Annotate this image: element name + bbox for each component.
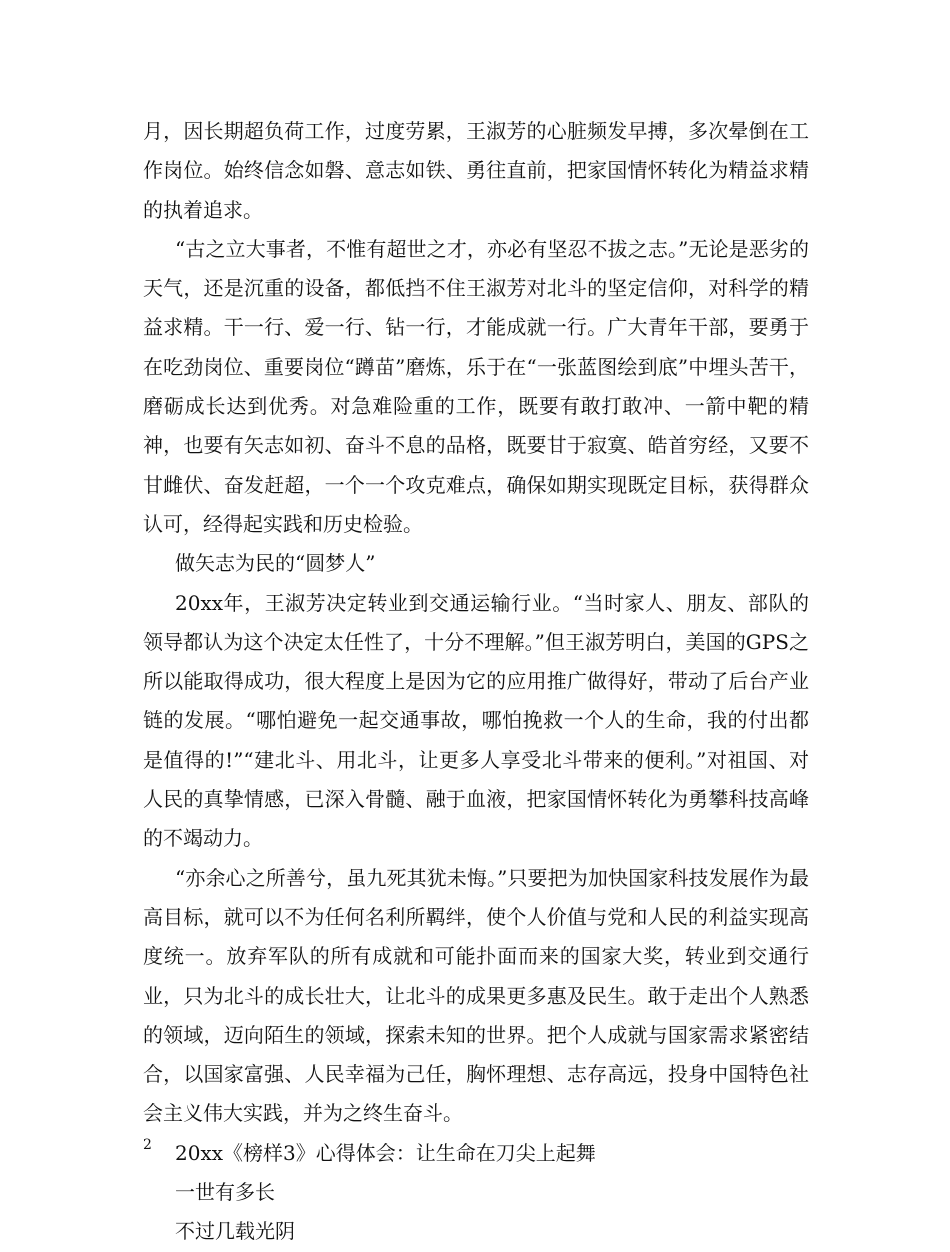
paragraph-continuation: 月，因长期超负荷工作，过度劳累，王淑芳的心脏频发早搏，多次晕倒在工作岗位。始终信念如磐、意志如铁、勇往直前，把家国情怀转化为精益求精的执着追求。 xyxy=(143,119,809,222)
section-heading-role-model: 20xx《榜样3》心得体会：让生命在刀尖上起舞 xyxy=(175,1140,596,1165)
poem-line-2: 不过几载光阴 xyxy=(175,1219,295,1244)
section-heading-dream-maker: 做矢志为民的“圆梦人” xyxy=(175,551,376,576)
poem-line-1: 一世有多长 xyxy=(175,1180,275,1205)
page-number: 2 xyxy=(143,1137,152,1153)
page-body xyxy=(143,112,809,1252)
paragraph-quote-ambition: “古之立大事者，不惟有超世之才，亦必有坚忍不拔之志。”无论是恶劣的天气，还是沉重的设备，都低挡不住王淑芳对北斗的坚定信仰，对科学的精益求精。干一行、爱一行、钻一行，才能成就一行。广大青年干部，要勇于在吃劲岗位、重要岗位“蹲苗”磨炼，乐于在“一张蓝图绘到底”中埋头苦干，磨砺成长达到优秀。对急难险重的工作，既要有敢打敢冲、一箭中靶的精神，也要有矢志如初、奋斗不息的品格，既要甘于寂寞、皓首穷经，又要不甘雌伏、奋发赶超，一个一个攻克难点，确保如期实现既定目标，获得群众认可，经得起实践和历史检验。 xyxy=(143,236,809,536)
paragraph-career-change: 20xx年，王淑芳决定转业到交通运输行业。“当时家人、朋友、部队的领导都认为这个决定太任性了，十分不理解。”但王淑芳明白，美国的GPS之所以能取得成功，很大程度上是因为它的应用推广做得好，带动了后台产业链的发展。“哪怕避免一起交通事故，哪怕挽救一个人的生命，我的付出都是值得的!”“建北斗、用北斗，让更多人享受北斗带来的便利。”对祖国、对人民的真挚情感，已深入骨髓、融于血液，把家国情怀转化为勇攀科技高峰的不竭动力。 xyxy=(143,590,809,851)
paragraph-quote-no-regret: “亦余心之所善兮，虽九死其犹未悔。”只要把为加快国家科技发展作为最高目标，就可以不为任何名利所羁绊，使个人价值与党和人民的利益实现高度统一。放弃军队的所有成就和可能扑面而来的国家大奖，转业到交通行业，只为北斗的成长壮大，让北斗的成果更多惠及民生。敢于走出个人熟悉的领域，迈向陌生的领域，探索未知的世界。把个人成就与国家需求紧密结合，以国家富强、人民幸福为己任，胸怀理想、志存高远，投身中国特色社会主义伟大实践，并为之终生奋斗。 xyxy=(143,865,809,1126)
